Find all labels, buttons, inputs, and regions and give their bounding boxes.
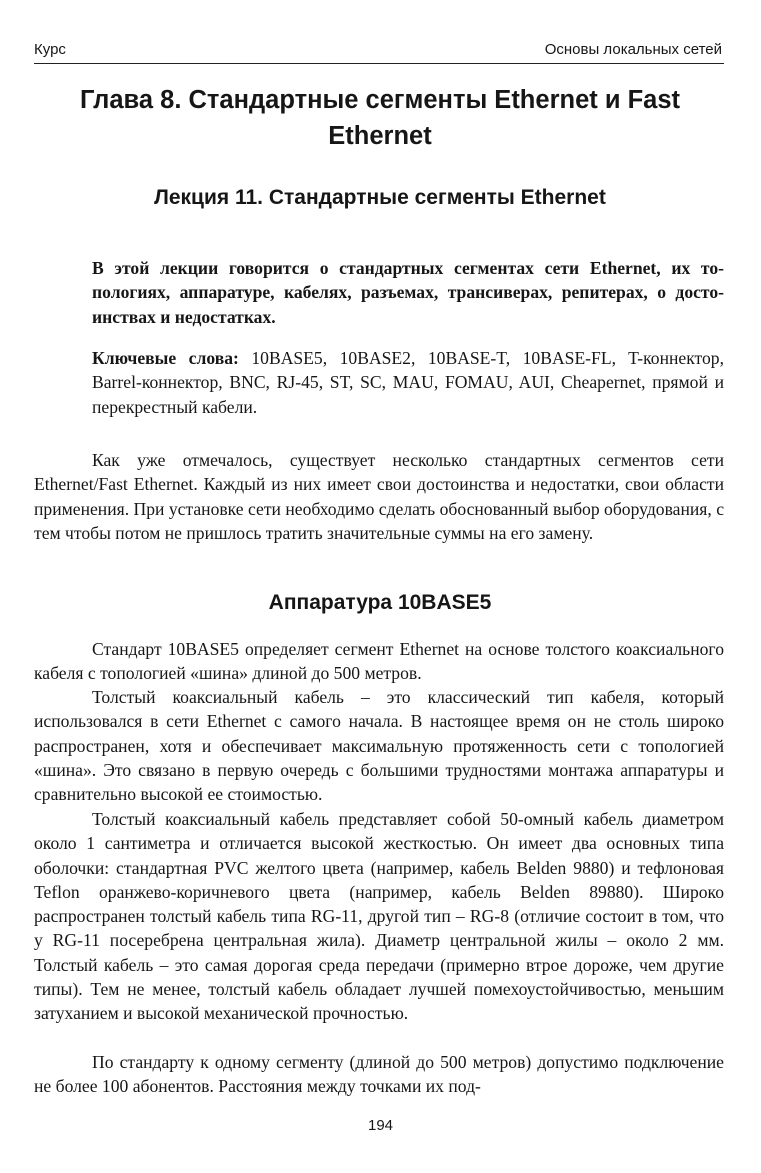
body-paragraph-4: По стандарту к одному сегменту (длиной до 500 метров) допустимо подключение не более 100 абонентов. Расстояния между точками их под- — [34, 1052, 724, 1097]
lecture-abstract: В этой лекции говорится о стандартных сегментах сети Ethernet, их топологиях, аппаратуре, кабелях, разъемах, трансиверах, репитерах, о достоинствах и недостатках. — [92, 258, 724, 327]
keywords-label: Ключевые слова: — [92, 348, 239, 368]
body-paragraph-3: Толстый коаксиальный кабель представляет собой 50-омный кабель диаметром около 1 сантиметра и отличается высокой жесткостью. Он имеет два основных типа оболочки: стандартная PVC желтого цвета (например, кабель Belden 9880) и тефлоновая Teflon оранжево-коричневого цвета (например, кабель Belden 89880). Широко распространен толстый кабель типа RG-11, другой тип – RG-8 (отличие состоит в том, что у RG-11 посеребрена центральная жила). Диаметр центральной жилы – около 2 мм. Толстый кабель – это самая дорогая среда передачи (примерно втрое дороже, чем другие типы). Тем не менее, толстый кабель обладает лучшей помехоустойчивостью, меньшим затуханием и высокой механической прочностью. — [34, 809, 724, 1024]
course-title: Основы локальных сетей — [544, 41, 722, 58]
body-paragraph-2: Толстый коаксиальный кабель – это классический тип кабеля, который использовался в сети Ethernet с самого начала. В настоящее время он не столь широко распространен, хотя и обеспечивает максимальную протяженность сети с топологией «шина». Это связано в первую очередь с большими трудностями монтажа аппаратуры и сравнительно высокой ее стоимостью. — [34, 687, 724, 805]
lecture-title: Лекция 11. Стандартные сегменты Ethernet — [154, 186, 606, 209]
keywords-text: 10BASE5, 10BASE2, 10BASE-T, 10BASE-FL, T-коннектор, Barrel-коннектор, BNC, RJ-45, ST, SC, MAU, FOMAU, AUI, Cheapernet, прямой и перекрестный кабели. — [92, 348, 724, 417]
page-number: 194 — [367, 1117, 394, 1134]
running-header — [34, 40, 724, 64]
intro-paragraph: Как уже отмечалось, существует несколько стандартных сегментов сети Ethernet/Fast Ethernet. Каждый из них имеет свои достоинства и недостатки, свои области применения. При установке сети необходимо сделать обоснованный выбор оборудования, с тем чтобы потом не пришлось тратить значительные суммы на его замену. — [34, 450, 724, 543]
section-title: Аппаратура 10BASE5 — [268, 591, 492, 614]
course-label: Курс — [34, 41, 66, 58]
chapter-title: Глава 8. Стандартные сегменты Ethernet и Fast Ethernet — [79, 86, 681, 150]
keywords-paragraph — [92, 346, 724, 419]
body-paragraph-1: Стандарт 10BASE5 определяет сегмент Ethernet на основе толстого коаксиального кабеля с топологией «шина» длиной до 500 метров. — [34, 639, 724, 684]
